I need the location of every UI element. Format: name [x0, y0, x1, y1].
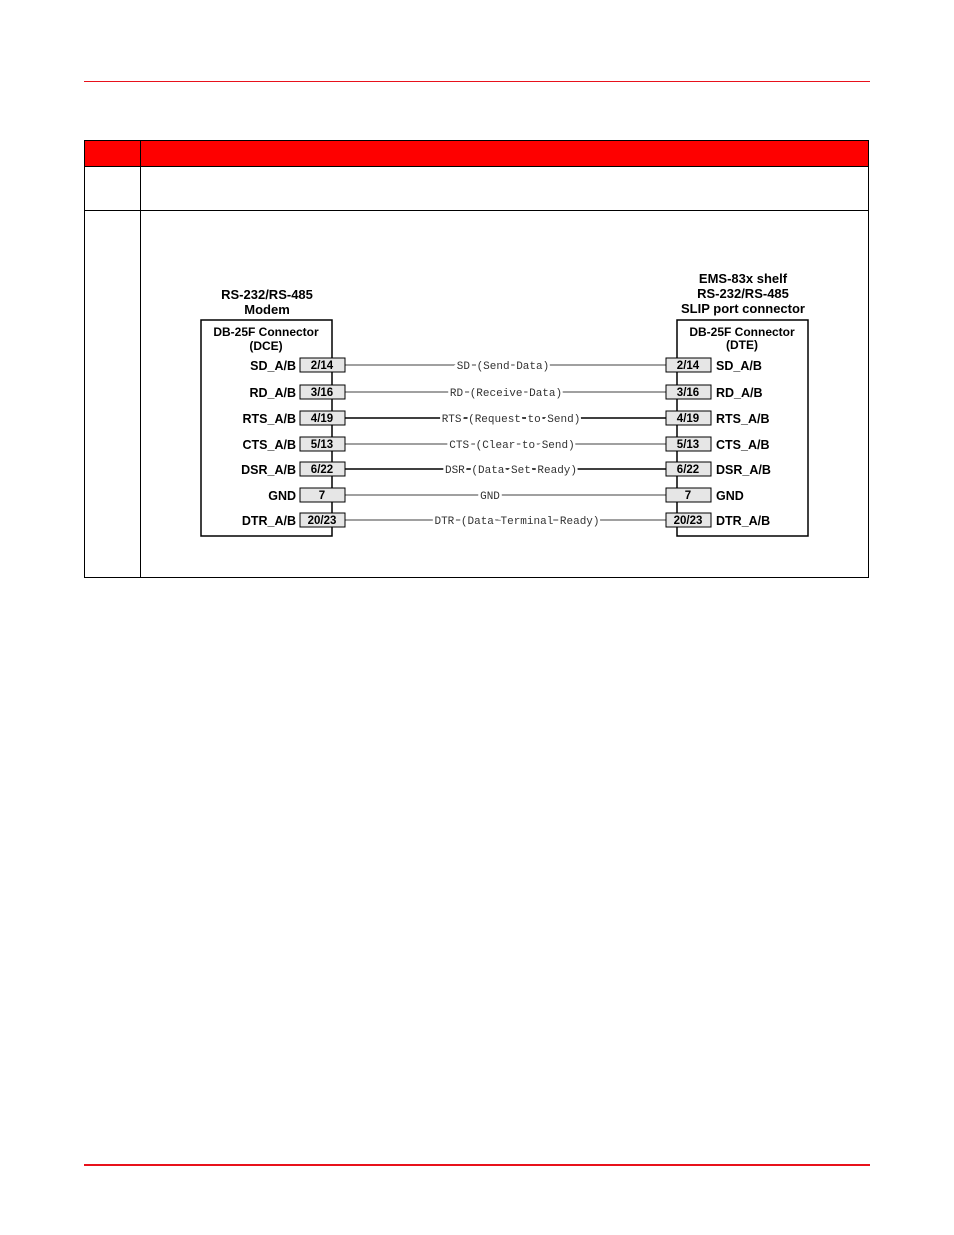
right-signal-name: CTS_A/B — [716, 438, 770, 452]
left-connector-title: DB-25F Connector — [213, 325, 319, 339]
signal-rows — [241, 358, 771, 528]
right-connector-type: (DTE) — [726, 338, 758, 352]
signal-label: SD (Send Data) — [456, 361, 550, 373]
right-signal-name: DTR_A/B — [716, 514, 771, 528]
right-signal-name: GND — [716, 489, 744, 503]
right-signal-name: DSR_A/B — [716, 463, 771, 477]
signal-label: DSR (Data Set Ready) — [444, 465, 578, 477]
signal-label: RD (Receive Data) — [449, 388, 563, 400]
signal-label: GND — [480, 491, 500, 503]
right-pin-number: 20/23 — [673, 515, 703, 527]
right-signal-name: SD_A/B — [716, 359, 762, 373]
right-pin-number: 2/14 — [676, 360, 700, 372]
left-signal-name: RTS_A/B — [242, 412, 296, 426]
left-signal-name: DTR_A/B — [241, 514, 296, 528]
right-device-title-line2: RS-232/RS-485 — [697, 286, 789, 301]
signal-label: CTS (Clear to Send) — [449, 440, 575, 452]
left-pin-number: 6/22 — [310, 464, 334, 476]
left-device-title-line2: Modem — [244, 302, 290, 317]
right-connector-title: DB-25F Connector — [689, 325, 795, 339]
left-pin-number: 3/16 — [310, 387, 334, 399]
footer-rule — [84, 1164, 870, 1166]
signal-label: DTR (Data Terminal Ready) — [434, 516, 600, 528]
right-signal-name: RD_A/B — [716, 386, 763, 400]
left-signal-name: GND — [268, 489, 296, 503]
right-device-title-line3: SLIP port connector — [681, 301, 805, 316]
left-pin-number: 4/19 — [310, 413, 334, 425]
left-pin-number: 2/14 — [310, 360, 334, 372]
left-signal-name: DSR_A/B — [241, 463, 296, 477]
right-pin-number: 3/16 — [676, 387, 700, 399]
left-pin-number: 5/13 — [310, 439, 334, 451]
left-signal-name: RD_A/B — [249, 386, 296, 400]
left-connector-type: (DCE) — [249, 339, 283, 353]
left-signal-name: CTS_A/B — [242, 438, 296, 452]
left-device-title-line1: RS-232/RS-485 — [221, 287, 313, 302]
right-connector-box — [677, 320, 808, 536]
right-pin-number: 7 — [684, 490, 692, 502]
signal-label: RTS (Request to Send) — [441, 414, 581, 426]
left-pin-number: 20/23 — [307, 515, 337, 527]
right-pin-number: 5/13 — [676, 439, 700, 451]
right-pin-number: 6/22 — [676, 464, 700, 476]
right-signal-name: RTS_A/B — [716, 412, 770, 426]
right-device-title-line1: EMS-83x shelf — [698, 271, 788, 286]
right-pin-number: 4/19 — [676, 413, 700, 425]
left-pin-number: 7 — [318, 490, 326, 502]
left-signal-name: SD_A/B — [250, 359, 296, 373]
